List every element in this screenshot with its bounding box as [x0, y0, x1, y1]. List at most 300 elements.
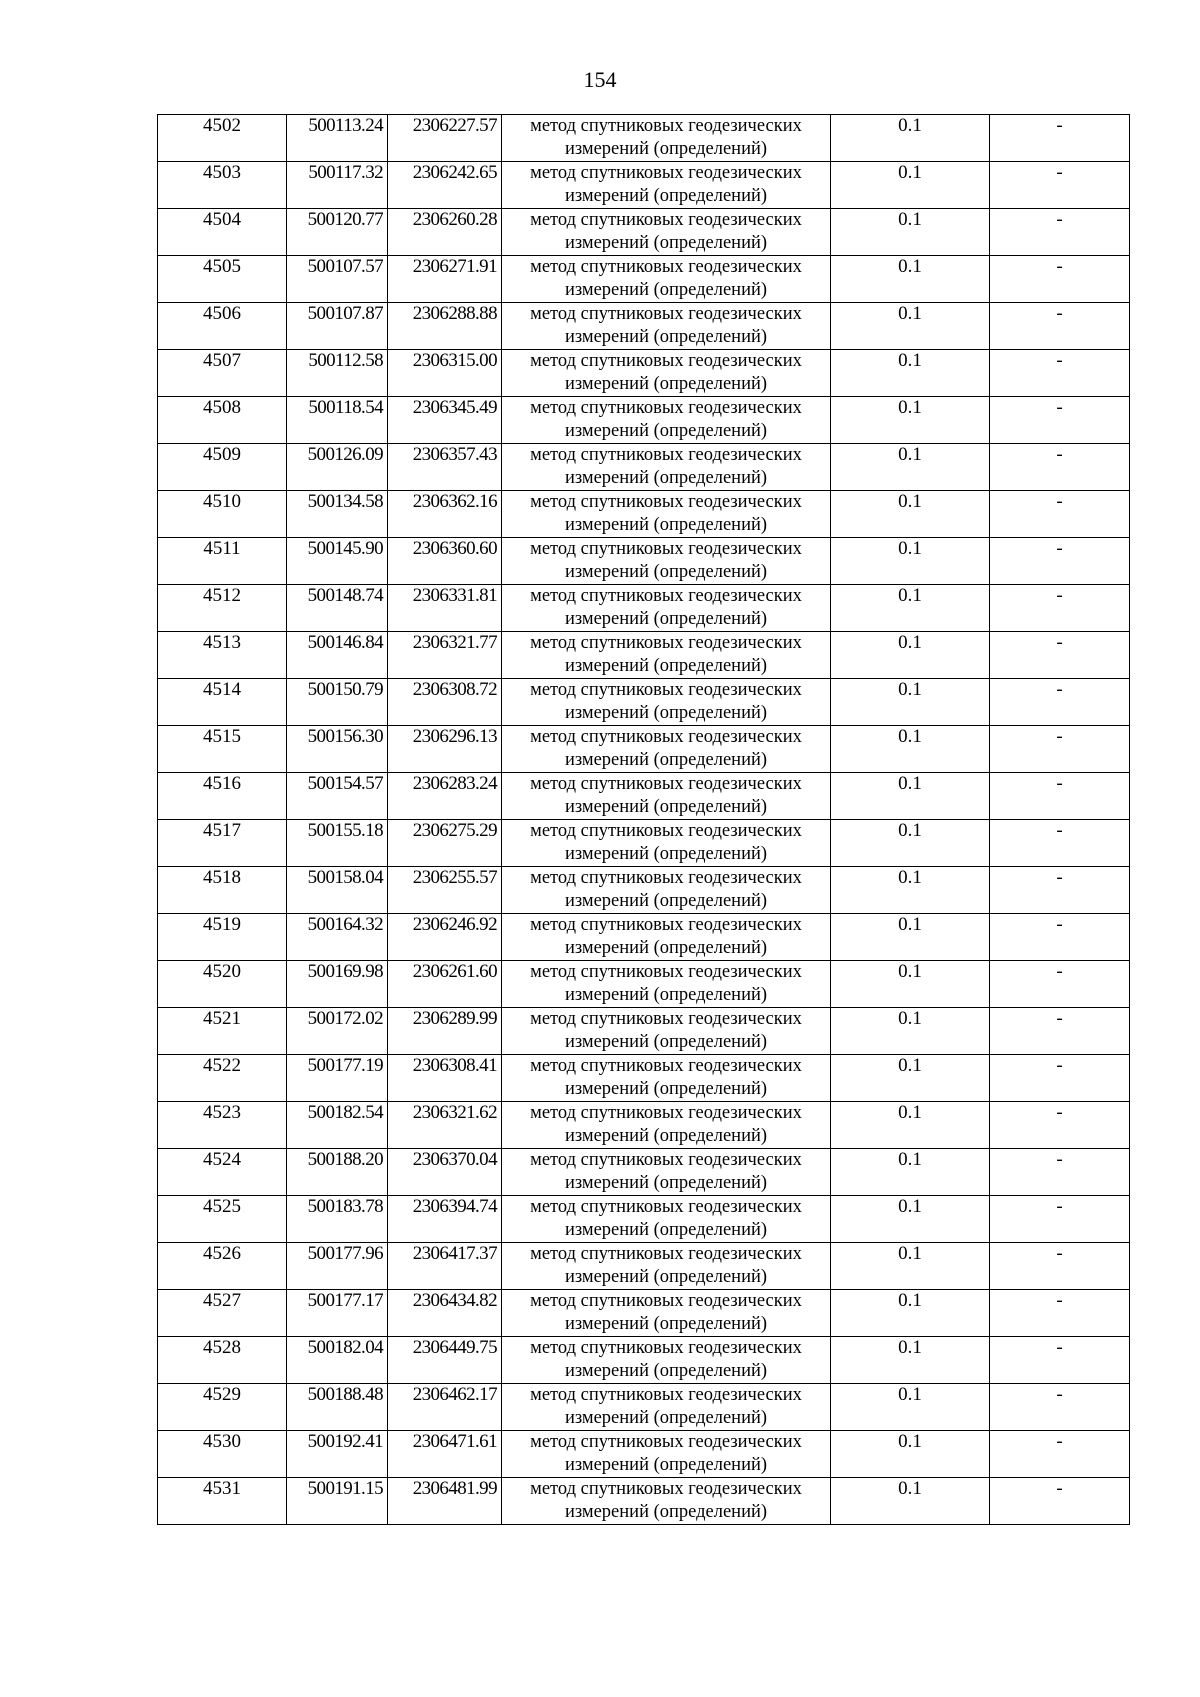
accuracy-cell	[831, 1102, 990, 1149]
method-cell	[502, 444, 831, 491]
accuracy-value: 0.1	[898, 1196, 922, 1217]
table-row	[158, 115, 1130, 162]
point-number: 4509	[203, 444, 241, 465]
x-coordinate: 500145.90	[307, 538, 383, 559]
method-line-2: измерений (определений)	[564, 1408, 768, 1428]
accuracy-value: 0.1	[898, 350, 922, 371]
method-line-2: измерений (определений)	[564, 891, 768, 911]
table-row	[158, 397, 1130, 444]
note-value: -	[1056, 1102, 1063, 1123]
x-coordinate: 500134.58	[307, 491, 383, 512]
note-value: -	[1056, 820, 1063, 841]
method-line-1: метод спутниковых геодезических	[530, 962, 802, 982]
accuracy-value: 0.1	[898, 1055, 922, 1076]
point-number: 4517	[203, 820, 241, 841]
accuracy-value: 0.1	[898, 444, 922, 465]
method-line-2: измерений (определений)	[564, 1314, 768, 1334]
point-number-cell	[158, 914, 287, 961]
x-coordinate-cell	[287, 303, 388, 350]
note-cell	[990, 491, 1130, 538]
y-coordinate-cell	[388, 1290, 502, 1337]
accuracy-cell	[831, 538, 990, 585]
point-number-cell	[158, 1431, 287, 1478]
x-coordinate: 500126.09	[307, 444, 383, 465]
accuracy-value: 0.1	[898, 209, 922, 230]
accuracy-cell	[831, 585, 990, 632]
x-coordinate-cell	[287, 444, 388, 491]
y-coordinate: 2306261.60	[412, 961, 497, 982]
table-row	[158, 1196, 1130, 1243]
table-row	[158, 679, 1130, 726]
accuracy-cell	[831, 350, 990, 397]
x-coordinate-cell	[287, 1243, 388, 1290]
x-coordinate: 500107.87	[307, 303, 383, 324]
method-cell	[502, 1149, 831, 1196]
x-coordinate: 500188.48	[307, 1384, 383, 1405]
point-number-cell	[158, 679, 287, 726]
accuracy-cell	[831, 1008, 990, 1055]
point-number: 4514	[203, 679, 241, 700]
accuracy-cell	[831, 256, 990, 303]
table-row	[158, 538, 1130, 585]
x-coordinate: 500112.58	[308, 350, 383, 371]
table-row	[158, 914, 1130, 961]
note-value: -	[1056, 1196, 1063, 1217]
note-value: -	[1056, 115, 1063, 136]
table-row	[158, 303, 1130, 350]
point-number: 4510	[203, 491, 241, 512]
y-coordinate: 2306370.04	[412, 1149, 497, 1170]
x-coordinate: 500192.41	[307, 1431, 383, 1452]
y-coordinate-cell	[388, 914, 502, 961]
x-coordinate: 500188.20	[307, 1149, 383, 1170]
method-line-1: метод спутниковых геодезических	[530, 774, 802, 794]
point-number: 4502	[203, 115, 241, 136]
point-number-cell	[158, 397, 287, 444]
table-row	[158, 491, 1130, 538]
method-line-2: измерений (определений)	[564, 1220, 768, 1240]
point-number-cell	[158, 303, 287, 350]
y-coordinate-cell	[388, 303, 502, 350]
point-number: 4506	[203, 303, 241, 324]
y-coordinate-cell	[388, 1196, 502, 1243]
method-line-1: метод спутниковых геодезических	[530, 1103, 802, 1123]
method-line-1: метод спутниковых геодезических	[530, 1385, 802, 1405]
y-coordinate: 2306449.75	[412, 1337, 497, 1358]
point-number: 4519	[203, 914, 241, 935]
method-line-2: измерений (определений)	[564, 938, 768, 958]
y-coordinate-cell	[388, 632, 502, 679]
note-cell	[990, 1337, 1130, 1384]
y-coordinate: 2306288.88	[412, 303, 497, 324]
accuracy-cell	[831, 115, 990, 162]
method-line-2: измерений (определений)	[564, 1173, 768, 1193]
x-coordinate-cell	[287, 256, 388, 303]
table-row	[158, 350, 1130, 397]
note-cell	[990, 1431, 1130, 1478]
accuracy-value: 0.1	[898, 679, 922, 700]
accuracy-cell	[831, 397, 990, 444]
method-line-2: измерений (определений)	[564, 1361, 768, 1381]
accuracy-value: 0.1	[898, 914, 922, 935]
note-cell	[990, 1102, 1130, 1149]
table-row	[158, 1008, 1130, 1055]
point-number-cell	[158, 444, 287, 491]
point-number: 4523	[203, 1102, 241, 1123]
note-value: -	[1056, 303, 1063, 324]
y-coordinate-cell	[388, 820, 502, 867]
note-value: -	[1056, 1290, 1063, 1311]
method-cell	[502, 397, 831, 444]
x-coordinate-cell	[287, 1431, 388, 1478]
point-number-cell	[158, 820, 287, 867]
note-value: -	[1056, 162, 1063, 183]
accuracy-cell	[831, 914, 990, 961]
point-number-cell	[158, 867, 287, 914]
accuracy-cell	[831, 1384, 990, 1431]
table-row	[158, 1431, 1130, 1478]
y-coordinate: 2306227.57	[412, 115, 497, 136]
method-cell	[502, 773, 831, 820]
x-coordinate-cell	[287, 867, 388, 914]
note-cell	[990, 1055, 1130, 1102]
y-coordinate: 2306331.81	[412, 585, 497, 606]
method-line-1: метод спутниковых геодезических	[530, 915, 802, 935]
x-coordinate-cell	[287, 209, 388, 256]
x-coordinate: 500169.98	[307, 961, 383, 982]
table-row	[158, 1243, 1130, 1290]
accuracy-value: 0.1	[898, 867, 922, 888]
x-coordinate-cell	[287, 491, 388, 538]
point-number-cell	[158, 1384, 287, 1431]
note-value: -	[1056, 350, 1063, 371]
point-number-cell	[158, 1102, 287, 1149]
y-coordinate: 2306308.41	[412, 1055, 497, 1076]
point-number-cell	[158, 538, 287, 585]
y-coordinate: 2306255.57	[412, 867, 497, 888]
accuracy-value: 0.1	[898, 397, 922, 418]
method-line-2: измерений (определений)	[564, 327, 768, 347]
table-row	[158, 162, 1130, 209]
y-coordinate-cell	[388, 1478, 502, 1525]
point-number-cell	[158, 1290, 287, 1337]
y-coordinate: 2306321.62	[412, 1102, 497, 1123]
accuracy-cell	[831, 773, 990, 820]
accuracy-cell	[831, 1149, 990, 1196]
table-row	[158, 1102, 1130, 1149]
point-number-cell	[158, 256, 287, 303]
accuracy-cell	[831, 632, 990, 679]
method-line-1: метод спутниковых геодезических	[530, 1150, 802, 1170]
method-cell	[502, 867, 831, 914]
accuracy-value: 0.1	[898, 1337, 922, 1358]
method-line-1: метод спутниковых геодезических	[530, 1432, 802, 1452]
method-line-1: метод спутниковых геодезических	[530, 210, 802, 230]
x-coordinate-cell	[287, 820, 388, 867]
point-number: 4505	[203, 256, 241, 277]
accuracy-value: 0.1	[898, 632, 922, 653]
method-line-1: метод спутниковых геодезических	[530, 633, 802, 653]
method-line-1: метод спутниковых геодезических	[530, 492, 802, 512]
x-coordinate: 500150.79	[307, 679, 383, 700]
x-coordinate-cell	[287, 1384, 388, 1431]
method-line-2: измерений (определений)	[564, 1267, 768, 1287]
table-row	[158, 1290, 1130, 1337]
y-coordinate: 2306481.99	[412, 1478, 497, 1499]
note-cell	[990, 209, 1130, 256]
y-coordinate-cell	[388, 1431, 502, 1478]
table-row	[158, 1055, 1130, 1102]
x-coordinate: 500164.32	[307, 914, 383, 935]
method-cell	[502, 1196, 831, 1243]
y-coordinate-cell	[388, 1008, 502, 1055]
x-coordinate: 500120.77	[307, 209, 383, 230]
method-line-1: метод спутниковых геодезических	[530, 351, 802, 371]
note-value: -	[1056, 444, 1063, 465]
x-coordinate-cell	[287, 1337, 388, 1384]
method-line-1: метод спутниковых геодезических	[530, 586, 802, 606]
accuracy-cell	[831, 491, 990, 538]
y-coordinate: 2306308.72	[412, 679, 497, 700]
method-line-2: измерений (определений)	[564, 515, 768, 535]
method-line-1: метод спутниковых геодезических	[530, 1479, 802, 1499]
accuracy-value: 0.1	[898, 726, 922, 747]
x-coordinate-cell	[287, 1196, 388, 1243]
table-row	[158, 585, 1130, 632]
note-value: -	[1056, 1337, 1063, 1358]
y-coordinate: 2306462.17	[412, 1384, 497, 1405]
note-value: -	[1056, 397, 1063, 418]
method-line-1: метод спутниковых геодезических	[530, 1197, 802, 1217]
accuracy-cell	[831, 1055, 990, 1102]
note-value: -	[1056, 1384, 1063, 1405]
method-cell	[502, 209, 831, 256]
method-cell	[502, 1055, 831, 1102]
accuracy-value: 0.1	[898, 1290, 922, 1311]
method-line-1: метод спутниковых геодезических	[530, 821, 802, 841]
accuracy-cell	[831, 162, 990, 209]
point-number-cell	[158, 773, 287, 820]
method-line-2: измерений (определений)	[564, 1455, 768, 1475]
note-cell	[990, 773, 1130, 820]
x-coordinate: 500146.84	[307, 632, 383, 653]
y-coordinate-cell	[388, 867, 502, 914]
point-number: 4526	[203, 1243, 241, 1264]
method-line-2: измерений (определений)	[564, 1079, 768, 1099]
note-value: -	[1056, 491, 1063, 512]
table-row	[158, 867, 1130, 914]
table-row	[158, 256, 1130, 303]
accuracy-cell	[831, 303, 990, 350]
accuracy-cell	[831, 1478, 990, 1525]
note-cell	[990, 1290, 1130, 1337]
table-row	[158, 1337, 1130, 1384]
note-cell	[990, 585, 1130, 632]
note-cell	[990, 303, 1130, 350]
method-line-2: измерений (определений)	[564, 844, 768, 864]
x-coordinate: 500158.04	[307, 867, 383, 888]
method-line-2: измерений (определений)	[564, 233, 768, 253]
method-cell	[502, 679, 831, 726]
method-line-1: метод спутниковых геодезических	[530, 680, 802, 700]
method-line-2: измерений (определений)	[564, 562, 768, 582]
y-coordinate-cell	[388, 115, 502, 162]
y-coordinate: 2306417.37	[412, 1243, 497, 1264]
note-cell	[990, 914, 1130, 961]
point-number: 4524	[203, 1149, 241, 1170]
point-number: 4527	[203, 1290, 241, 1311]
x-coordinate: 500156.30	[307, 726, 383, 747]
y-coordinate: 2306271.91	[412, 256, 497, 277]
method-line-1: метод спутниковых геодезических	[530, 1244, 802, 1264]
y-coordinate: 2306246.92	[412, 914, 497, 935]
accuracy-value: 0.1	[898, 1384, 922, 1405]
method-line-1: метод спутниковых геодезических	[530, 1056, 802, 1076]
accuracy-value: 0.1	[898, 820, 922, 841]
note-cell	[990, 726, 1130, 773]
method-line-2: измерений (определений)	[564, 280, 768, 300]
accuracy-cell	[831, 867, 990, 914]
y-coordinate-cell	[388, 1337, 502, 1384]
note-value: -	[1056, 256, 1063, 277]
point-number: 4507	[203, 350, 241, 371]
point-number: 4504	[203, 209, 241, 230]
x-coordinate: 500154.57	[307, 773, 383, 794]
point-number-cell	[158, 1478, 287, 1525]
y-coordinate-cell	[388, 679, 502, 726]
point-number: 4503	[203, 162, 241, 183]
y-coordinate: 2306275.29	[412, 820, 497, 841]
method-cell	[502, 1384, 831, 1431]
table-row	[158, 820, 1130, 867]
accuracy-value: 0.1	[898, 1102, 922, 1123]
accuracy-cell	[831, 961, 990, 1008]
table-row	[158, 444, 1130, 491]
method-line-1: метод спутниковых геодезических	[530, 304, 802, 324]
y-coordinate-cell	[388, 961, 502, 1008]
accuracy-cell	[831, 726, 990, 773]
x-coordinate: 500182.54	[307, 1102, 383, 1123]
x-coordinate: 500107.57	[307, 256, 383, 277]
page-number: 154	[583, 67, 617, 92]
method-line-2: измерений (определений)	[564, 797, 768, 817]
accuracy-value: 0.1	[898, 773, 922, 794]
note-cell	[990, 1478, 1130, 1525]
note-value: -	[1056, 209, 1063, 230]
note-cell	[990, 256, 1130, 303]
x-coordinate-cell	[287, 961, 388, 1008]
x-coordinate: 500172.02	[307, 1008, 383, 1029]
x-coordinate-cell	[287, 162, 388, 209]
method-line-2: измерений (определений)	[564, 750, 768, 770]
method-cell	[502, 162, 831, 209]
note-value: -	[1056, 914, 1063, 935]
note-value: -	[1056, 1243, 1063, 1264]
note-value: -	[1056, 1478, 1063, 1499]
y-coordinate-cell	[388, 1243, 502, 1290]
point-number: 4520	[203, 961, 241, 982]
method-line-1: метод спутниковых геодезических	[530, 1291, 802, 1311]
x-coordinate-cell	[287, 632, 388, 679]
note-cell	[990, 1196, 1130, 1243]
method-cell	[502, 961, 831, 1008]
note-value: -	[1056, 1055, 1063, 1076]
x-coordinate: 500113.24	[308, 115, 383, 136]
x-coordinate-cell	[287, 1055, 388, 1102]
note-cell	[990, 1008, 1130, 1055]
method-cell	[502, 1431, 831, 1478]
point-number: 4508	[203, 397, 241, 418]
point-number-cell	[158, 162, 287, 209]
note-cell	[990, 538, 1130, 585]
x-coordinate-cell	[287, 350, 388, 397]
method-line-1: метод спутниковых геодезических	[530, 116, 802, 136]
point-number: 4513	[203, 632, 241, 653]
method-line-2: измерений (определений)	[564, 703, 768, 723]
method-cell	[502, 303, 831, 350]
y-coordinate: 2306394.74	[412, 1196, 497, 1217]
table-row	[158, 1478, 1130, 1525]
note-cell	[990, 115, 1130, 162]
point-number-cell	[158, 961, 287, 1008]
method-cell	[502, 350, 831, 397]
point-number: 4525	[203, 1196, 241, 1217]
method-cell	[502, 256, 831, 303]
x-coordinate: 500191.15	[307, 1478, 383, 1499]
note-value: -	[1056, 773, 1063, 794]
y-coordinate-cell	[388, 444, 502, 491]
x-coordinate-cell	[287, 1478, 388, 1525]
method-line-2: измерений (определений)	[564, 421, 768, 441]
accuracy-value: 0.1	[898, 1431, 922, 1452]
method-cell	[502, 1008, 831, 1055]
note-value: -	[1056, 585, 1063, 606]
accuracy-value: 0.1	[898, 115, 922, 136]
accuracy-cell	[831, 209, 990, 256]
point-number: 4529	[203, 1384, 241, 1405]
method-cell	[502, 632, 831, 679]
y-coordinate-cell	[388, 726, 502, 773]
x-coordinate-cell	[287, 914, 388, 961]
y-coordinate-cell	[388, 1384, 502, 1431]
y-coordinate: 2306362.16	[412, 491, 497, 512]
point-number: 4518	[203, 867, 241, 888]
x-coordinate: 500182.04	[307, 1337, 383, 1358]
method-line-2: измерений (определений)	[564, 1126, 768, 1146]
x-coordinate-cell	[287, 1008, 388, 1055]
note-cell	[990, 397, 1130, 444]
x-coordinate: 500183.78	[307, 1196, 383, 1217]
accuracy-cell	[831, 820, 990, 867]
point-number: 4522	[203, 1055, 241, 1076]
point-number-cell	[158, 115, 287, 162]
note-cell	[990, 1149, 1130, 1196]
method-line-2: измерений (определений)	[564, 1032, 768, 1052]
x-coordinate-cell	[287, 773, 388, 820]
accuracy-value: 0.1	[898, 538, 922, 559]
note-value: -	[1056, 1431, 1063, 1452]
y-coordinate: 2306296.13	[412, 726, 497, 747]
accuracy-cell	[831, 1337, 990, 1384]
method-cell	[502, 1337, 831, 1384]
y-coordinate: 2306321.77	[412, 632, 497, 653]
x-coordinate: 500155.18	[307, 820, 383, 841]
y-coordinate: 2306357.43	[412, 444, 497, 465]
note-value: -	[1056, 679, 1063, 700]
point-number-cell	[158, 632, 287, 679]
point-number-cell	[158, 209, 287, 256]
accuracy-cell	[831, 1243, 990, 1290]
